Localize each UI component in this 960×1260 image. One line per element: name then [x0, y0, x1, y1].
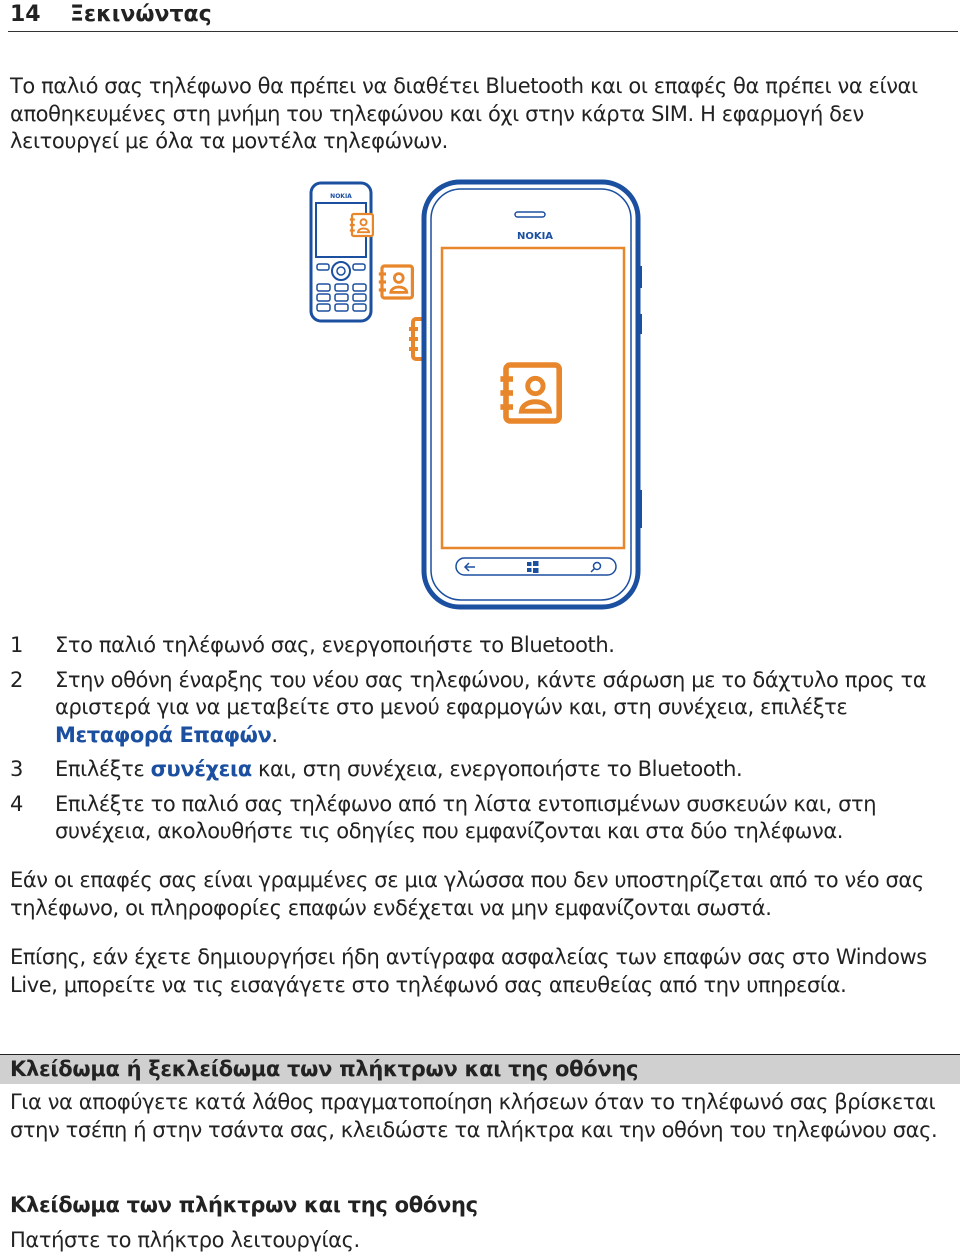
backup-note: Επίσης, εάν έχετε δημιουργήσει ήδη αντίγραφα ασφαλείας των επαφών σας στο Windows Live, μπορείτε να τις εισαγάγετε στο τηλέφωνό σας απευθείας από την υπηρεσία.	[10, 945, 927, 997]
step-number: 1	[10, 633, 23, 657]
new-phone	[424, 182, 642, 607]
chapter-title: Ξεκινώντας	[70, 2, 212, 27]
step-4	[10, 791, 955, 846]
section-heading-bar	[0, 1054, 960, 1084]
option-highlight: συνέχεια	[150, 757, 252, 781]
step-text: Στο παλιό τηλέφωνό σας, ενεργοποιήστε το Bluetooth.	[55, 633, 615, 657]
section-intro: Για να αποφύγετε κατά λάθος πραγματοποίηση κλήσεων όταν το τηλέφωνό σας βρίσκεται στην τσέπη ή στην τσάντα σας, κλειδώστε τα πλήκτρα και την οθόνη του τηλεφώνου σας.	[10, 1090, 938, 1142]
section-title: Κλείδωμα ή ξεκλείδωμα των πλήκτρων και της οθόνης	[10, 1057, 639, 1081]
step-2	[10, 667, 955, 750]
contact-book-icon	[350, 214, 373, 236]
steps-list	[10, 632, 955, 853]
subsection-text: Πατήστε το πλήκτρο λειτουργίας.	[10, 1228, 360, 1252]
contact-book-icon	[379, 266, 413, 298]
language-note: Εάν οι επαφές σας είναι γραμμένες σε μια γλώσσα που δεν υποστηρίζεται από το νέο σας τηλέφωνο, οι πληροφορίες επαφών ενδέχεται να μην εμφανίζονται σωστά.	[10, 868, 924, 920]
step-text-end: και, στη συνέχεια, ενεργοποιήστε το Bluetooth.	[251, 757, 743, 781]
old-phone-brand: NOKIA	[330, 193, 352, 200]
step-1	[10, 632, 955, 660]
step-text-end: .	[271, 722, 278, 747]
app-name-highlight: Μεταφορά Επαφών	[55, 722, 272, 747]
old-phone	[311, 183, 373, 321]
step-3	[10, 756, 955, 784]
contact-transfer-illustration	[300, 178, 660, 610]
step-number: 3	[10, 757, 23, 781]
step-number: 2	[10, 667, 23, 692]
intro-paragraph: Το παλιό σας τηλέφωνο θα πρέπει να διαθέτει Bluetooth και οι επαφές θα πρέπει να είναι αποθηκευμένες στη μνήμη του τηλεφώνου και όχι στην κάρτα SIM. Η εφαρμογή δεν λειτουργεί με όλα τα μοντέλα τηλεφώνων.	[10, 74, 918, 153]
subsection-title: Κλείδωμα των πλήκτρων και της οθόνης	[10, 1193, 478, 1217]
page-header	[8, 0, 958, 32]
step-number: 4	[10, 791, 23, 816]
page-number: 14	[10, 2, 41, 27]
step-text: Στην οθόνη έναρξης του νέου σας τηλεφώνου, κάντε σάρωση με το δάχτυλο προς τα αριστερά για να μεταβείτε στο μενού εφαρμογών και, στη συνέχεια, επιλέξτε	[55, 667, 927, 719]
step-text: Επιλέξτε το παλιό σας τηλέφωνο από τη λίστα εντοπισμένων συσκευών και, στη συνέχεια, ακολουθήστε τις οδηγίες που εμφανίζονται και στα δύο τηλέφωνα.	[55, 791, 877, 843]
new-phone-brand: NOKIA	[516, 231, 554, 242]
contact-book-icon	[500, 365, 559, 421]
step-text: Επιλέξτε	[55, 757, 151, 781]
